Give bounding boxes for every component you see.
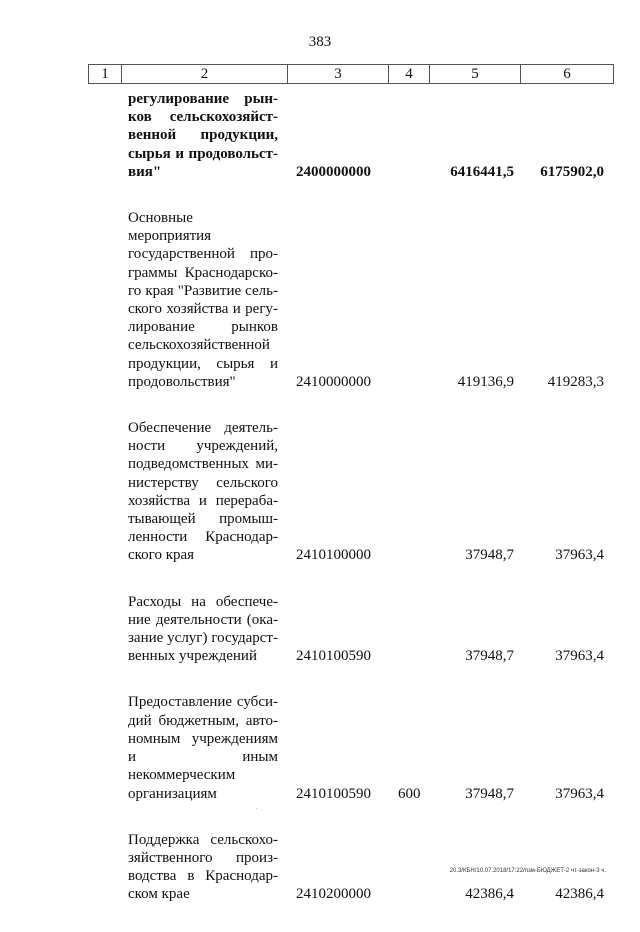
table-row (0, 209, 640, 391)
row-value-col6: 419283,3 (547, 373, 604, 390)
column-header-5: 5 (430, 65, 521, 84)
row-name: регулирование рын-ков сельскохозяйст-венной продукции, сырья и продовольст-вия" (128, 91, 278, 180)
column-header-table (88, 64, 614, 84)
row-value-col6: 37963,4 (555, 648, 604, 665)
row-name: Предоставление субси-дий бюджетным, авто-номным учреждениям и иным некоммерческим организациям (128, 694, 278, 802)
row-code: 2410100590 (296, 648, 371, 665)
column-header-4: 4 (389, 65, 430, 84)
row-value-col6: 6175902,0 (540, 163, 604, 180)
row-name: Обеспечение деятель-ности учреждений, подведомственных ми-нистерству сельского хозяйства и перераба-тывающей промыш-ленности Краснодар-ского края (128, 420, 278, 564)
row-value-col6: 37963,4 (555, 785, 604, 802)
row-value-col6: 37963,4 (555, 547, 604, 564)
row-code: 2410100000 (296, 547, 371, 564)
row-code: 2410100590 (296, 785, 371, 802)
row-code: 2410200000 (296, 886, 371, 903)
table-row (0, 90, 640, 181)
document-footer: 20.3/КБН/10.07.2018/17:22/пзм-БЮДЖЕТ-2 чт-закон-3 ч. (449, 868, 606, 874)
column-header-1: 1 (89, 65, 122, 84)
scan-mark: . (256, 805, 258, 811)
column-header-2: 2 (122, 65, 288, 84)
row-name: Расходы на обеспече-ние деятельности (ока-зание услуг) государст-венных учреждений (128, 593, 278, 665)
budget-rows (0, 90, 640, 932)
row-value-col5: 37948,7 (465, 785, 514, 802)
row-code: 2410000000 (296, 373, 371, 390)
row-name: Основные мероприятия государственной про-граммы Краснодарско-го края "Развитие сель-ского хозяйства и регу-лирование рынков сельскохозяйственной продукции, сырья и продовольствия" (128, 210, 278, 390)
row-value-col5: 42386,4 (465, 886, 514, 903)
row-value-col6: 42386,4 (555, 886, 604, 903)
row-value-col5: 6416441,5 (450, 163, 514, 180)
table-row (0, 419, 640, 565)
row-value-col5: 419136,9 (457, 373, 514, 390)
column-header-6: 6 (521, 65, 614, 84)
table-row (0, 593, 640, 666)
column-header-row (89, 65, 614, 84)
row-code: 2400000000 (296, 163, 371, 180)
column-header-3: 3 (288, 65, 389, 84)
page-number: 383 (308, 34, 332, 50)
table-row (0, 693, 640, 802)
row-expense-type: 600 (398, 785, 421, 802)
row-value-col5: 37948,7 (465, 547, 514, 564)
row-name: Поддержка сельскохо-зяйственного произ-водства в Краснодар-ском крае (128, 831, 278, 903)
row-value-col5: 37948,7 (465, 648, 514, 665)
